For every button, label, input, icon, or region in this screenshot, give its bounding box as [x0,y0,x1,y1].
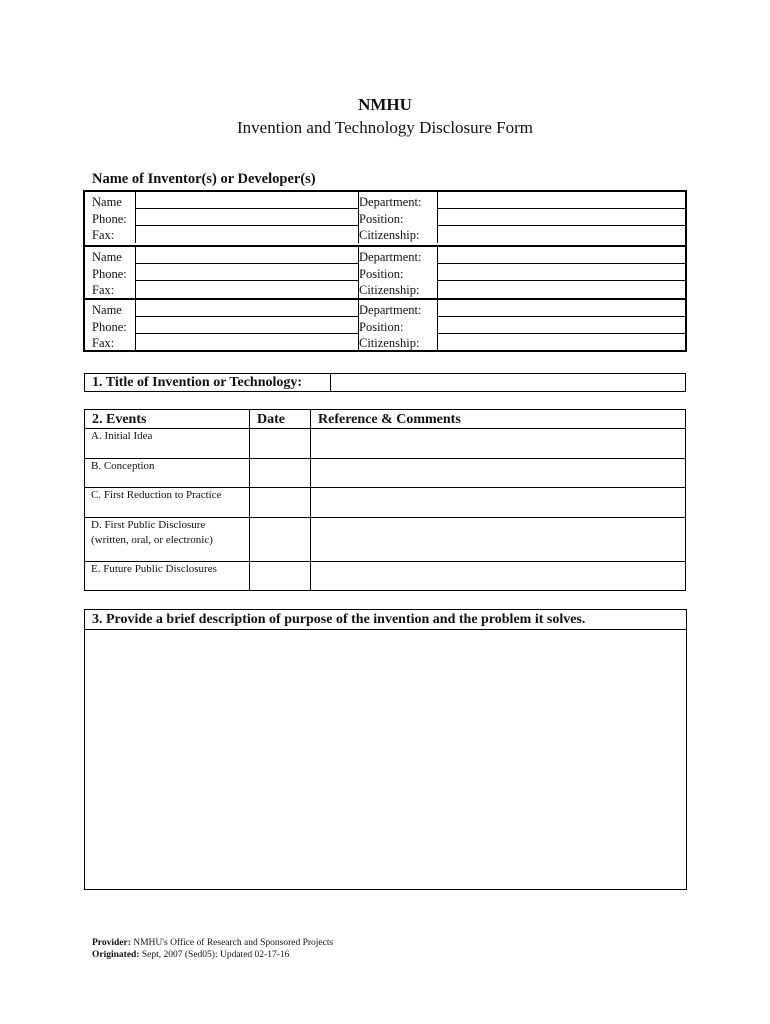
department-label: Department: [359,303,422,317]
title-section [84,373,686,392]
form-title: Invention and Technology Disclosure Form [237,118,533,137]
event-first-public-disclosure-line1: D. First Public Disclosure [91,519,206,531]
event-conception: B. Conception [91,460,155,472]
name-label: Name [92,195,122,209]
phone-label: Phone: [92,211,127,226]
inventor-block-1 [85,192,685,243]
fax-label: Fax: [92,228,115,242]
events-col-header: 2. Events [92,412,147,427]
event-first-reduction: C. First Reduction to Practice [91,489,222,501]
date-col-header: Date [257,412,285,427]
event-first-public-disclosure [91,518,213,548]
inventors-heading: Name of Inventor(s) or Developer(s) [92,171,316,187]
name-label: Name [92,303,122,317]
phone-label: Phone: [92,319,127,334]
citizenship-label: Citizenship: [359,336,420,350]
provider-value: NMHU's Office of Research and Sponsored Projects [130,938,334,948]
originated-value: Sept, 2007 (Sed05): Updated 02-17-16 [139,950,290,960]
citizenship-label: Citizenship: [359,283,420,297]
provider-line [92,937,333,949]
inventor-block-3 [85,298,685,352]
inventor-right-input[interactable] [437,247,686,298]
inventor-block-2 [85,245,685,298]
event-future-public-disclosures: E. Future Public Disclosures [91,563,217,575]
title-input[interactable] [331,374,685,391]
position-label: Position: [359,319,404,334]
fax-label: Fax: [92,283,115,297]
reference-col-header: Reference & Comments [318,412,461,427]
inventor-right-labels [359,302,421,352]
inventor-right-labels [359,194,421,244]
inventor-right-input[interactable] [437,300,686,352]
events-table [84,409,686,591]
provider-label: Provider: [92,938,131,948]
inventor-right-input[interactable] [437,192,686,243]
inventor-left-input[interactable] [135,192,359,243]
inventor-left-input[interactable] [135,300,359,352]
inventor-left-labels [92,302,127,352]
position-label: Position: [359,211,404,226]
phone-label: Phone: [92,266,127,281]
inventors-table [83,190,687,352]
name-label: Name [92,250,122,264]
form-header [0,94,770,139]
originated-line [92,949,333,961]
event-initial-idea: A. Initial Idea [91,430,153,442]
description-heading: 3. Provide a brief description of purpose of the invention and the problem it solves. [92,612,586,627]
inventor-right-labels [359,249,421,299]
inventor-left-input[interactable] [135,247,359,298]
title-label: 1. Title of Invention or Technology: [92,375,303,390]
position-label: Position: [359,266,404,281]
inventor-left-labels [92,194,127,244]
originated-label: Originated: [92,950,140,960]
department-label: Department: [359,250,422,264]
event-first-public-disclosure-line2: (written, oral, or electronic) [91,534,213,546]
description-input[interactable] [85,630,686,889]
org-name: NMHU [358,95,412,114]
citizenship-label: Citizenship: [359,228,420,242]
inventor-left-labels [92,249,127,299]
footer [92,937,333,961]
fax-label: Fax: [92,336,115,350]
department-label: Department: [359,195,422,209]
description-section [84,609,687,890]
